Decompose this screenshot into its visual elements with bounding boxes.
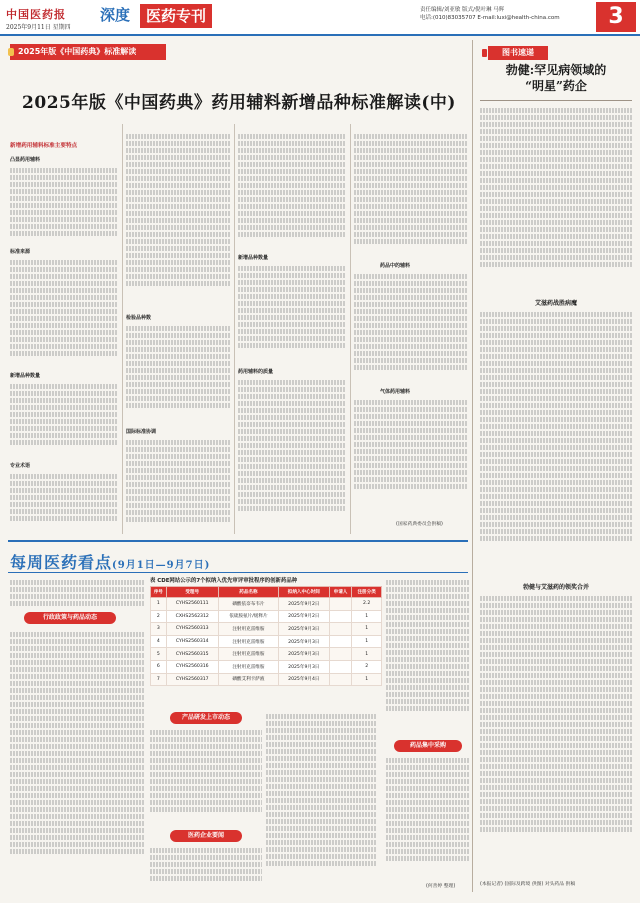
table-header: 拟纳入中心时间 bbox=[278, 587, 329, 598]
section-divider bbox=[480, 100, 632, 101]
table-header: 序号 bbox=[151, 587, 167, 598]
table-cell: 磷酸艾利卡萨液 bbox=[218, 673, 278, 686]
book-subhead: 勃健与艾滋药的领奖合并 bbox=[522, 584, 589, 591]
book-title-line: 勃健:罕见病领域的 bbox=[505, 63, 607, 77]
table-title: 表 CDE网站公示的7个拟纳入优先审评审批程序的创新药品种 bbox=[150, 578, 298, 584]
article-text bbox=[10, 472, 118, 534]
article-text bbox=[10, 258, 118, 368]
table-cell: 2025年9月4日 bbox=[278, 673, 329, 686]
table-header: 申请人 bbox=[329, 587, 352, 598]
table-cell bbox=[329, 673, 352, 686]
news-text bbox=[386, 756, 470, 876]
article-text bbox=[238, 132, 346, 250]
section-heading: 新增品种数量 bbox=[238, 255, 269, 261]
table-row bbox=[151, 660, 382, 673]
table-cell: 磷酸依奈布韦片 bbox=[218, 598, 278, 611]
news-category-pill: 产品研发上市动态 bbox=[170, 712, 242, 724]
table-cell: 1 bbox=[352, 610, 382, 623]
weekly-title-text: 每周医药看点 bbox=[10, 553, 113, 572]
article-text bbox=[354, 272, 468, 384]
news-text bbox=[266, 712, 376, 892]
section-divider bbox=[8, 572, 468, 573]
article-text bbox=[480, 594, 632, 874]
table-cell: 2 bbox=[151, 610, 167, 623]
books-section-tag: 图书速递 bbox=[488, 46, 548, 60]
book-feature-title bbox=[478, 62, 634, 94]
section-prefix: 深度 bbox=[100, 6, 131, 24]
table-cell: 2025年9月2日 bbox=[278, 598, 329, 611]
section-heading: 标准来源 bbox=[10, 249, 31, 255]
table-cell: 1 bbox=[352, 673, 382, 686]
section-heading: 凸显药用辅料 bbox=[10, 157, 41, 163]
table-cell bbox=[329, 598, 352, 611]
table-cell: 2.2 bbox=[352, 598, 382, 611]
table-cell: CYHS2560315 bbox=[166, 648, 218, 661]
article-text bbox=[238, 264, 346, 364]
table-cell: 2025年9月3日 bbox=[278, 660, 329, 673]
page-header bbox=[0, 0, 640, 36]
table-row bbox=[151, 623, 382, 636]
topic-banner: 2025年版《中国药典》标准解读 bbox=[10, 44, 166, 60]
table-header-row bbox=[151, 587, 382, 598]
table-cell bbox=[329, 610, 352, 623]
table-cell: 2025年9月3日 bbox=[278, 623, 329, 636]
article-text bbox=[354, 398, 468, 508]
article-text bbox=[480, 310, 632, 578]
section-divider bbox=[8, 540, 468, 542]
table-cell: CYHS2560111 bbox=[166, 598, 218, 611]
news-text bbox=[10, 630, 144, 892]
table-header: 注册分类 bbox=[352, 587, 382, 598]
table-cell: CYHS2560317 bbox=[166, 673, 218, 686]
column-divider bbox=[472, 40, 473, 892]
masthead: 中国医药报 bbox=[6, 8, 66, 21]
table-cell: 7 bbox=[151, 673, 167, 686]
section-heading: 新增品种数量 bbox=[10, 373, 41, 379]
article-text bbox=[238, 378, 346, 534]
table-row bbox=[151, 648, 382, 661]
book-credit: (本报记者) (国际及跨境 供图) 对头药品 供稿 bbox=[480, 882, 576, 887]
table-header: 药品名称 bbox=[218, 587, 278, 598]
table-cell: 2025年9月3日 bbox=[278, 648, 329, 661]
section-heading: 专业术语 bbox=[10, 463, 31, 469]
table-cell: 1 bbox=[151, 598, 167, 611]
issue-date: 2025年9月11日 星期四 bbox=[6, 24, 71, 31]
news-byline: (何善婷 整理) bbox=[426, 884, 456, 889]
news-category-pill: 医药企业要闻 bbox=[170, 830, 242, 842]
table-row bbox=[151, 598, 382, 611]
cde-priority-review-table bbox=[150, 586, 382, 686]
table-cell bbox=[329, 623, 352, 636]
article-text bbox=[126, 132, 230, 310]
table-cell: 2025年9月2日 bbox=[278, 610, 329, 623]
news-text bbox=[386, 578, 470, 736]
table-cell: 注射用克雷维胺 bbox=[218, 660, 278, 673]
table-cell: CYHS2560316 bbox=[166, 660, 218, 673]
table-row bbox=[151, 610, 382, 623]
book-title-line: “明星”药企 bbox=[525, 79, 587, 93]
table-cell: 1 bbox=[352, 635, 382, 648]
news-category-pill: 药品集中采购 bbox=[394, 740, 462, 752]
section-heading: 国际标准协调 bbox=[126, 429, 157, 435]
table-row bbox=[151, 673, 382, 686]
column-divider bbox=[234, 124, 235, 534]
table-cell: 注射用克雷维胺 bbox=[218, 635, 278, 648]
weekly-title bbox=[10, 550, 210, 573]
table-cell bbox=[329, 648, 352, 661]
table-cell: 2 bbox=[352, 660, 382, 673]
column-divider bbox=[122, 124, 123, 534]
table-cell: CYHS2560314 bbox=[166, 635, 218, 648]
book-subhead: 艾滋药战胜病魔 bbox=[534, 300, 577, 307]
article-headline: 2025年版《中国药典》药用辅料新增品种标准解读(中) bbox=[22, 93, 456, 113]
section-heading: 药用辅料的质量 bbox=[238, 369, 274, 375]
table-cell: 依硫胺氨片/缓释片 bbox=[218, 610, 278, 623]
article-byline: (国家药典委员会供稿) bbox=[396, 522, 443, 527]
news-text bbox=[10, 578, 144, 608]
contact-line: 电话:(010)83035707 E-mail:luxi@health-china.com bbox=[420, 15, 560, 21]
table-cell: 1 bbox=[352, 648, 382, 661]
news-text bbox=[150, 846, 262, 892]
editor-line: 责任编辑/刘亚敏 版式/倪叶琳 马辉 bbox=[420, 7, 505, 13]
table-row bbox=[151, 635, 382, 648]
table-cell: 注射用克雷维胺 bbox=[218, 623, 278, 636]
table-cell: 4 bbox=[151, 635, 167, 648]
table-cell: CYHS2560313 bbox=[166, 623, 218, 636]
table-cell bbox=[329, 635, 352, 648]
section-heading: 药品中的辅料 bbox=[380, 263, 411, 269]
article-text bbox=[10, 382, 118, 458]
editor-info bbox=[420, 6, 560, 22]
news-text bbox=[150, 728, 262, 826]
table-cell: 6 bbox=[151, 660, 167, 673]
article-subhead: 新增药用辅料标准主要特点 bbox=[10, 143, 78, 149]
section-heading: 气体药用辅料 bbox=[380, 389, 411, 395]
article-text bbox=[10, 166, 118, 246]
table-cell: 1 bbox=[352, 623, 382, 636]
article-text bbox=[126, 438, 230, 534]
article-text bbox=[354, 132, 468, 258]
news-category-pill: 行政政策与药品动态 bbox=[24, 612, 116, 624]
page-number: 3 bbox=[596, 2, 636, 32]
table-cell: 5 bbox=[151, 648, 167, 661]
table-cell: 3 bbox=[151, 623, 167, 636]
table-cell bbox=[329, 660, 352, 673]
section-heading: 检验品种数 bbox=[126, 315, 152, 321]
table-cell: 注射用克雷维胺 bbox=[218, 648, 278, 661]
table-header: 受理号 bbox=[166, 587, 218, 598]
column-divider bbox=[350, 124, 351, 534]
article-text bbox=[126, 324, 230, 424]
article-text bbox=[480, 106, 632, 292]
weekly-date: (9月1日—9月7日) bbox=[112, 560, 211, 571]
table-cell: CXHS2562312 bbox=[166, 610, 218, 623]
table-cell: 2025年9月3日 bbox=[278, 635, 329, 648]
section-title: 医药专刊 bbox=[140, 4, 212, 28]
